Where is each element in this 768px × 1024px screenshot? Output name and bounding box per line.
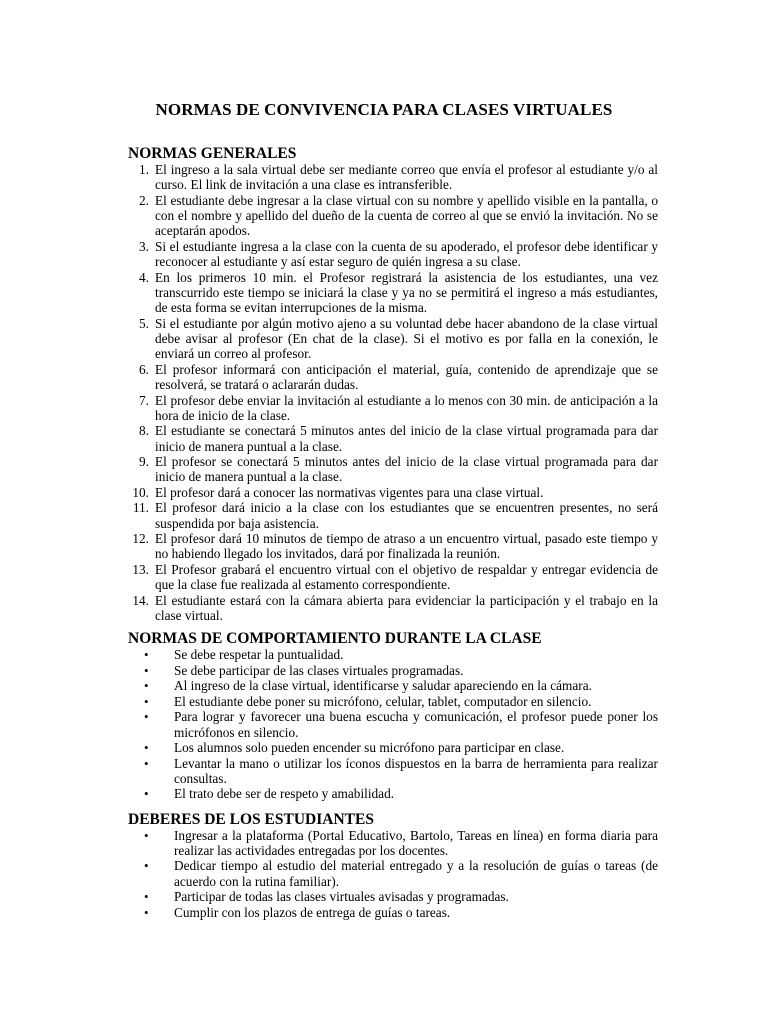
list-item — [128, 694, 658, 709]
list-item — [128, 858, 658, 889]
bullet-list — [128, 647, 658, 801]
list-item — [128, 905, 658, 920]
bullet-icon: • — [144, 858, 149, 874]
item-text: Los alumnos solo pueden encender su micrófono para participar en clase. — [174, 740, 565, 756]
item-number: 14. — [132, 592, 149, 608]
list-item — [128, 678, 658, 693]
bullet-icon: • — [144, 889, 149, 905]
item-number: 8. — [139, 423, 149, 439]
list-item — [128, 423, 658, 454]
item-number: 3. — [139, 238, 149, 254]
list-item — [128, 162, 658, 193]
item-text: El Profesor grabará el encuentro virtual con el objetivo de respaldar y entregar evidencia de que la clase fue realizada al estamento correspondiente. — [155, 561, 658, 593]
item-number: 13. — [132, 561, 149, 577]
item-number: 2. — [139, 192, 149, 208]
bullet-icon: • — [144, 693, 149, 709]
item-number: 5. — [139, 315, 149, 331]
document-body — [128, 145, 658, 920]
list-item — [128, 740, 658, 755]
item-text: El estudiante debe poner su micrófono, celular, tablet, computador en silencio. — [174, 693, 592, 709]
bullet-icon: • — [144, 786, 149, 802]
item-text: El profesor dará 10 minutos de tiempo de atraso a un encuentro virtual, pasado este tiempo y no habiendo llegado los invitados, dará por finalizada la reunión. — [155, 531, 658, 562]
numbered-list — [128, 162, 658, 623]
list-item — [128, 193, 658, 239]
item-text: El trato debe ser de respeto y amabilidad. — [174, 786, 395, 802]
bullet-icon: • — [144, 904, 149, 920]
list-item — [128, 647, 658, 662]
item-text: El estudiante se conectará 5 minutos antes del inicio de la clase virtual programada para dar inicio de manera puntual a la clase. — [155, 423, 658, 454]
item-text: El profesor informará con anticipación el material, guía, contenido de aprendizaje que se resolverá, se tratará o aclararán dudas. — [155, 361, 658, 393]
list-item — [128, 500, 658, 531]
item-text: El profesor se conectará 5 minutos antes del inicio de la clase virtual programada para dar inicio de manera puntual a la clase. — [155, 454, 658, 485]
item-text: El profesor dará a conocer las normativas vigentes para una clase virtual. — [155, 484, 544, 500]
item-text: El profesor debe enviar la invitación al estudiante a lo menos con 30 min. de anticipación a la hora de inicio de la clase. — [155, 392, 658, 423]
item-text: En los primeros 10 min. el Profesor registrará la asistencia de los estudiantes, una vez transcurrido este tiempo se iniciará la clase y ya no se permitirá el ingreso a más estudiantes, de esta forma se evitan interrupciones de la misma. — [155, 269, 658, 316]
item-text: El estudiante estará con la cámara abierta para evidenciar la participación y el trabajo en la clase virtual. — [155, 592, 658, 624]
item-number: 11. — [132, 500, 149, 516]
item-text: Levantar la mano o utilizar los íconos dispuestos en la barra de herramienta para realizar consultas. — [174, 755, 658, 786]
item-text: Dedicar tiempo al estudio del material entregado y a la resolución de guías o tareas (de acuerdo con la rutina familiar). — [174, 858, 658, 889]
item-number: 10. — [132, 484, 149, 500]
item-text: Cumplir con los plazos de entrega de guías o tareas. — [174, 904, 451, 920]
item-text: El profesor dará inicio a la clase con los estudiantes que se encuentren presentes, no será suspendida por baja asistencia. — [155, 500, 658, 531]
list-item — [128, 828, 658, 859]
list-item — [128, 562, 658, 593]
list-item — [128, 786, 658, 801]
item-number: 6. — [139, 361, 149, 377]
bullet-icon: • — [144, 740, 149, 756]
list-item — [128, 756, 658, 787]
list-item — [128, 531, 658, 562]
item-number: 9. — [139, 454, 149, 470]
list-item — [128, 316, 658, 362]
bullet-icon: • — [144, 678, 149, 694]
item-text: Ingresar a la plataforma (Portal Educativo, Bartolo, Tareas en línea) en forma diaria para realizar las actividades entregadas por los docentes. — [174, 827, 658, 858]
list-item — [128, 454, 658, 485]
list-item — [128, 663, 658, 678]
list-item — [128, 889, 658, 904]
section-normas-generales — [128, 145, 658, 623]
section-normas-comportamiento — [128, 630, 658, 801]
item-text: Al ingreso de la clase virtual, identificarse y saludar apareciendo en la cámara. — [174, 678, 592, 694]
section-heading: DEBERES DE LOS ESTUDIANTES — [128, 810, 374, 828]
bullet-icon: • — [144, 755, 149, 771]
list-item — [128, 393, 658, 424]
bullet-icon: • — [144, 662, 149, 678]
bullet-icon: • — [144, 827, 149, 843]
item-text: Si el estudiante por algún motivo ajeno a su voluntad debe hacer abandono de la clase virtual debe avisar al profesor (En chat de la clase). Si el motivo es por falla en la conexión, le enviará un correo al profesor. — [155, 315, 658, 362]
section-heading: NORMAS GENERALES — [128, 145, 297, 162]
document-title: NORMAS DE CONVIVENCIA PARA CLASES VIRTUALES — [155, 100, 613, 119]
bullet-icon: • — [144, 647, 149, 663]
item-text: Si el estudiante ingresa a la clase con la cuenta de su apoderado, el profesor debe identificar y reconocer al estudiante y así estar seguro de quién ingresa a su clase. — [155, 238, 658, 270]
item-text: El ingreso a la sala virtual debe ser mediante correo que envía el profesor al estudiante y/o al curso. El link de invitación a una clase es intransferible. — [155, 162, 658, 193]
item-number: 12. — [132, 531, 149, 547]
list-item — [128, 709, 658, 740]
section-heading: NORMAS DE COMPORTAMIENTO DURANTE LA CLASE — [128, 630, 542, 648]
list-item — [128, 593, 658, 624]
item-number: 7. — [139, 392, 149, 408]
section-deberes-estudiantes — [128, 811, 658, 920]
list-item — [128, 485, 658, 500]
item-number: 4. — [139, 269, 149, 285]
item-text: El estudiante debe ingresar a la clase virtual con su nombre y apellido visible en la pantalla, o con el nombre y apellido del dueño de la cuenta de correo al que se envió la invitación. No se aceptarán apodos. — [155, 192, 658, 239]
list-item — [128, 362, 658, 393]
list-item — [128, 239, 658, 270]
bullet-icon: • — [144, 709, 149, 725]
item-number: 1. — [139, 162, 149, 177]
item-text: Se debe participar de las clases virtuales programadas. — [174, 662, 464, 678]
item-text: Participar de todas las clases virtuales avisadas y programadas. — [174, 889, 509, 905]
item-text: Se debe respetar la puntualidad. — [174, 647, 344, 663]
list-item — [128, 270, 658, 316]
bullet-list — [128, 828, 658, 920]
item-text: Para lograr y favorecer una buena escucha y comunicación, el profesor puede poner los micrófonos en silencio. — [174, 709, 658, 740]
